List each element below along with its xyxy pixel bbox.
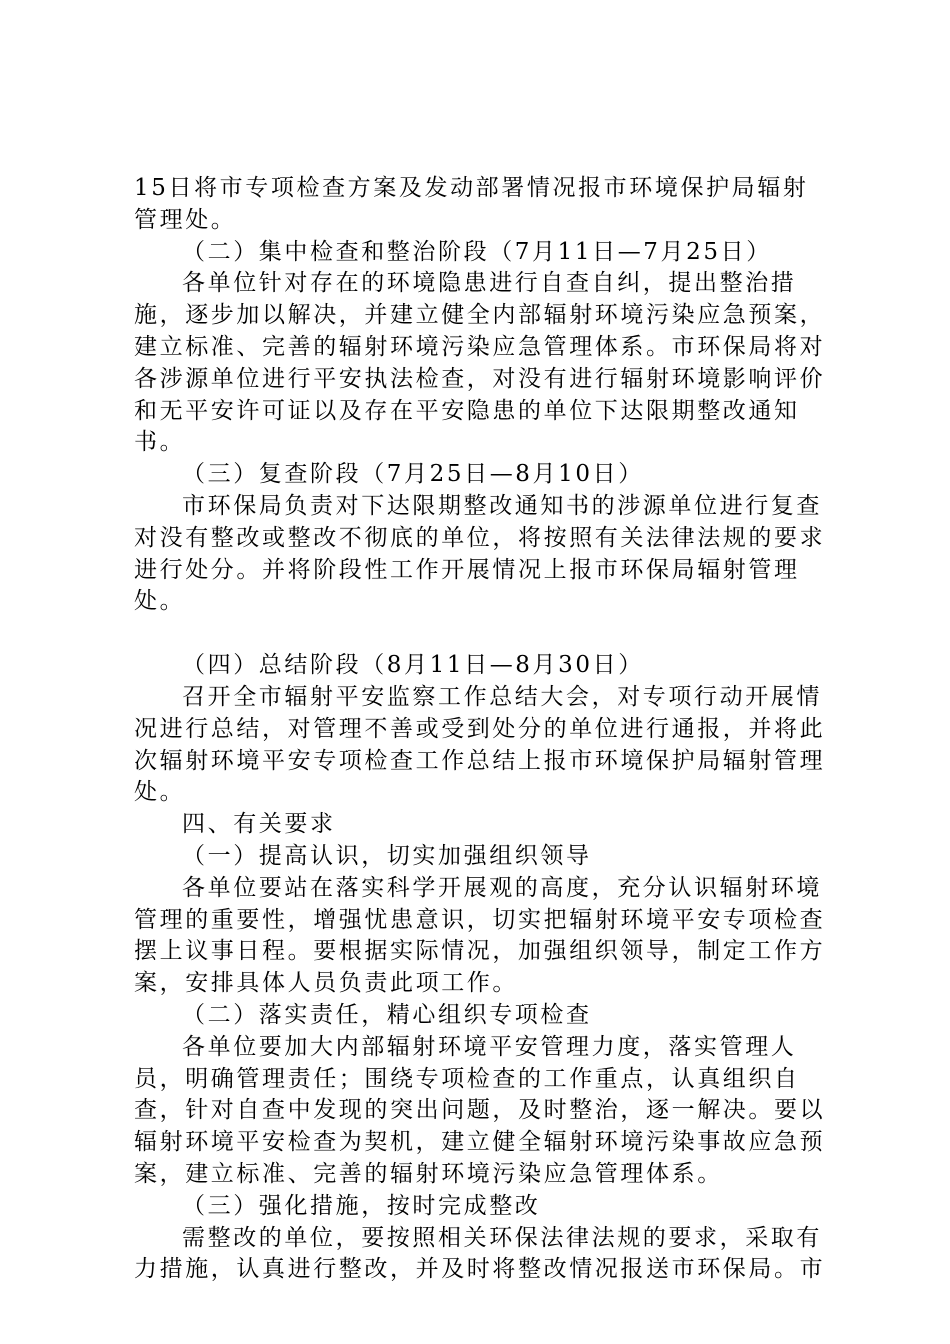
- paragraph-requirement-1: 各单位要站在落实科学开展观的高度，充分认识辐射环境管理的重要性，增强忧患意识，切实把辐射环境平安专项检查摆上议事日程。要根据实际情况，加强组织领导，制定工作方案，安排具体人员负责此项工作。: [134, 874, 826, 997]
- section-heading-phase-4: （四）总结阶段（8月11日—8月30日）: [182, 652, 644, 679]
- paragraph-requirement-3: 需整改的单位，要按照相关环保法律法规的要求，采取有力措施，认真进行整改，并及时将整改情况报送市环保局。市: [134, 1224, 826, 1283]
- section-heading-phase-3: （三）复查阶段（7月25日—8月10日）: [182, 461, 644, 488]
- paragraph-requirement-2: 各单位要加大内部辐射环境平安管理力度，落实管理人员，明确管理责任；围绕专项检查的工作重点，认真组织自查，针对自查中发现的突出问题，及时整治，逐一解决。要以辐射环境平安检查为契机，建立健全辐射环境污染事故应急预案，建立标准、完善的辐射环境污染应急管理体系。: [134, 1033, 826, 1187]
- document-page: [134, 173, 834, 1286]
- section-heading-phase-2: （二）集中检查和整治阶段（7月11日—7月25日）: [182, 238, 772, 265]
- section-heading-requirements: 四、有关要求: [182, 811, 336, 838]
- blank-line: [134, 618, 834, 650]
- subheading-requirement-2: （二）落实责任，精心组织专项检查: [182, 1001, 592, 1028]
- paragraph-phase-3: 市环保局负责对下达限期整改通知书的涉源单位进行复查对没有整改或整改不彻底的单位，将按照有关法律法规的要求进行处分。并将阶段性工作开展情况上报市环保局辐射管理处。: [134, 492, 826, 615]
- subheading-requirement-1: （一）提高认识，切实加强组织领导: [182, 842, 592, 869]
- subheading-requirement-3: （三）强化措施，按时完成整改: [182, 1192, 541, 1219]
- paragraph-phase-4: 召开全市辐射平安监察工作总结大会，对专项行动开展情况进行总结，对管理不善或受到处分的单位进行通报，并将此次辐射环境平安专项检查工作总结上报市环境保护局辐射管理处。: [134, 683, 826, 806]
- paragraph-phase-2: 各单位针对存在的环境隐患进行自查自纠，提出整治措施，逐步加以解决，并建立健全内部辐射环境污染应急预案，建立标准、完善的辐射环境污染应急管理体系。市环保局将对各涉源单位进行平安执法检查，对没有进行辐射环境影响评价和无平安许可证以及存在平安隐患的单位下达限期整改通知书。: [134, 270, 826, 456]
- paragraph-continuation: 15日将市专项检查方案及发动部署情况报市环境保护局辐射管理处。: [134, 175, 809, 233]
